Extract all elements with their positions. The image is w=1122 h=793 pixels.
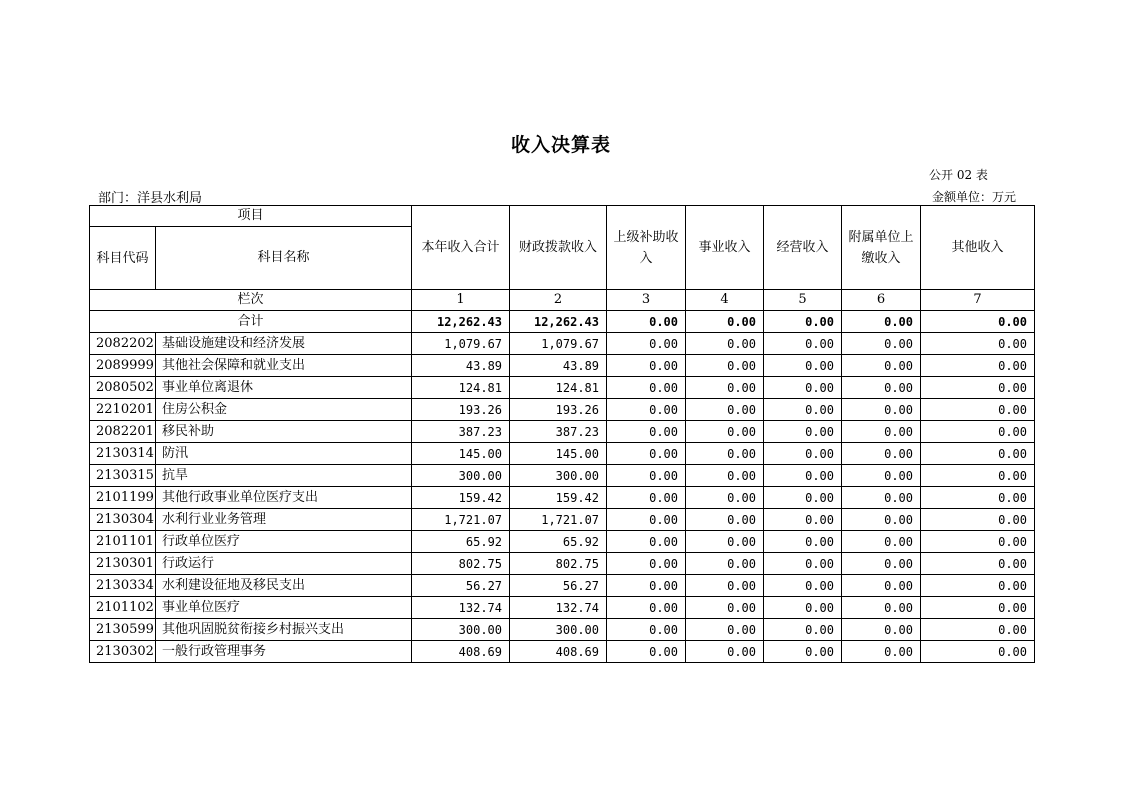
amount-cell: 0.00 [921, 399, 1035, 421]
amount-cell: 132.74 [412, 597, 510, 619]
table-row [90, 465, 1035, 487]
subject-name: 基础设施建设和经济发展 [156, 333, 412, 355]
amount-cell: 0.00 [921, 641, 1035, 663]
column-number: 1 [412, 290, 510, 311]
amount-cell: 0.00 [607, 399, 686, 421]
amount-cell: 408.69 [412, 641, 510, 663]
column-number: 2 [510, 290, 607, 311]
amount-cell: 0.00 [842, 465, 921, 487]
amount-cell: 159.42 [412, 487, 510, 509]
amount-cell: 0.00 [842, 487, 921, 509]
table-row [90, 421, 1035, 443]
subject-code: 2080502 [90, 377, 156, 399]
amount-cell: 0.00 [842, 531, 921, 553]
total-value: 12,262.43 [412, 311, 510, 333]
table-row [90, 575, 1035, 597]
amount-cell: 300.00 [412, 465, 510, 487]
amount-cell: 0.00 [842, 553, 921, 575]
subject-name: 行政单位医疗 [156, 531, 412, 553]
amount-cell: 0.00 [842, 597, 921, 619]
amount-cell: 802.75 [412, 553, 510, 575]
amount-cell: 1,079.67 [412, 333, 510, 355]
amount-cell: 0.00 [764, 619, 842, 641]
amount-cell: 0.00 [921, 377, 1035, 399]
amount-cell: 0.00 [921, 421, 1035, 443]
subject-code: 2130334 [90, 575, 156, 597]
amount-cell: 1,721.07 [510, 509, 607, 531]
amount-cell: 0.00 [921, 509, 1035, 531]
header-row-1 [90, 206, 1035, 227]
amount-cell: 0.00 [921, 355, 1035, 377]
amount-unit-label: 金额单位：万元 [932, 190, 1017, 204]
column-number: 7 [921, 290, 1035, 311]
amount-cell: 132.74 [510, 597, 607, 619]
amount-cell: 0.00 [764, 465, 842, 487]
subject-code: 2101102 [90, 597, 156, 619]
amount-cell: 43.89 [412, 355, 510, 377]
amount-cell: 0.00 [764, 421, 842, 443]
subject-code: 2101101 [90, 531, 156, 553]
header-fiscal-allocation: 财政拨款收入 [510, 206, 607, 290]
column-number: 5 [764, 290, 842, 311]
amount-cell: 0.00 [842, 399, 921, 421]
subject-name: 其他行政事业单位医疗支出 [156, 487, 412, 509]
subject-name: 行政运行 [156, 553, 412, 575]
page-title: 收入决算表 [510, 134, 611, 156]
subject-name: 事业单位离退休 [156, 377, 412, 399]
amount-cell: 0.00 [764, 355, 842, 377]
subject-name: 防汛 [156, 443, 412, 465]
amount-cell: 159.42 [510, 487, 607, 509]
amount-cell: 802.75 [510, 553, 607, 575]
amount-cell: 0.00 [686, 597, 764, 619]
amount-cell: 0.00 [607, 355, 686, 377]
amount-cell: 0.00 [607, 575, 686, 597]
table-row [90, 377, 1035, 399]
total-value: 0.00 [607, 311, 686, 333]
amount-cell: 0.00 [686, 333, 764, 355]
amount-cell: 0.00 [607, 421, 686, 443]
amount-cell: 0.00 [607, 619, 686, 641]
amount-cell: 0.00 [842, 619, 921, 641]
table-row [90, 619, 1035, 641]
subject-name: 一般行政管理事务 [156, 641, 412, 663]
amount-cell: 0.00 [686, 553, 764, 575]
amount-cell: 0.00 [921, 553, 1035, 575]
table-row [90, 333, 1035, 355]
table-row [90, 443, 1035, 465]
amount-cell: 0.00 [607, 377, 686, 399]
amount-cell: 0.00 [764, 333, 842, 355]
amount-cell: 56.27 [510, 575, 607, 597]
amount-cell: 387.23 [510, 421, 607, 443]
amount-cell: 65.92 [412, 531, 510, 553]
department-label: 部门：洋县水利局 [98, 191, 203, 206]
amount-cell: 0.00 [686, 575, 764, 597]
amount-cell: 300.00 [510, 465, 607, 487]
amount-cell: 0.00 [607, 641, 686, 663]
subject-name: 事业单位医疗 [156, 597, 412, 619]
total-value: 0.00 [686, 311, 764, 333]
amount-cell: 193.26 [412, 399, 510, 421]
amount-cell: 0.00 [921, 333, 1035, 355]
amount-cell: 0.00 [764, 553, 842, 575]
amount-cell: 0.00 [686, 487, 764, 509]
amount-cell: 0.00 [921, 575, 1035, 597]
total-value: 0.00 [842, 311, 921, 333]
subject-name: 水利行业业务管理 [156, 509, 412, 531]
amount-cell: 0.00 [764, 641, 842, 663]
amount-cell: 0.00 [921, 531, 1035, 553]
subject-code: 2130301 [90, 553, 156, 575]
amount-cell: 0.00 [842, 377, 921, 399]
subject-name: 水利建设征地及移民支出 [156, 575, 412, 597]
header-other-income: 其他收入 [921, 206, 1035, 290]
table-row [90, 355, 1035, 377]
amount-cell: 1,721.07 [412, 509, 510, 531]
column-number: 6 [842, 290, 921, 311]
amount-cell: 0.00 [764, 443, 842, 465]
subject-code: 2130304 [90, 509, 156, 531]
amount-cell: 0.00 [764, 509, 842, 531]
table-row [90, 597, 1035, 619]
amount-cell: 0.00 [764, 377, 842, 399]
table-row [90, 487, 1035, 509]
amount-cell: 0.00 [764, 575, 842, 597]
amount-cell: 193.26 [510, 399, 607, 421]
amount-cell: 0.00 [607, 487, 686, 509]
subject-code: 2210201 [90, 399, 156, 421]
amount-cell: 0.00 [764, 487, 842, 509]
amount-cell: 300.00 [412, 619, 510, 641]
header-superior-subsidy: 上级补助收入 [607, 206, 686, 290]
amount-cell: 124.81 [510, 377, 607, 399]
table-row [90, 399, 1035, 421]
total-value: 0.00 [921, 311, 1035, 333]
total-row [90, 311, 1035, 333]
amount-cell: 0.00 [842, 641, 921, 663]
amount-cell: 0.00 [842, 355, 921, 377]
column-number: 4 [686, 290, 764, 311]
amount-cell: 0.00 [607, 531, 686, 553]
amount-cell: 0.00 [607, 509, 686, 531]
header-total-income: 本年收入合计 [412, 206, 510, 290]
table-row [90, 531, 1035, 553]
subject-name: 其他社会保障和就业支出 [156, 355, 412, 377]
amount-cell: 0.00 [686, 443, 764, 465]
header-affiliated-remittance: 附属单位上缴收入 [842, 206, 921, 290]
amount-cell: 0.00 [921, 443, 1035, 465]
subject-code: 2082202 [90, 333, 156, 355]
amount-cell: 0.00 [607, 443, 686, 465]
column-number-label: 栏次 [90, 290, 412, 311]
amount-cell: 0.00 [764, 399, 842, 421]
amount-cell: 0.00 [686, 619, 764, 641]
amount-cell: 0.00 [686, 399, 764, 421]
subject-code: 2089999 [90, 355, 156, 377]
header-subject-code: 科目代码 [90, 227, 156, 290]
column-number: 3 [607, 290, 686, 311]
subject-name: 抗旱 [156, 465, 412, 487]
amount-cell: 65.92 [510, 531, 607, 553]
amount-cell: 0.00 [921, 619, 1035, 641]
subject-code: 2130315 [90, 465, 156, 487]
amount-cell: 408.69 [510, 641, 607, 663]
total-value: 0.00 [764, 311, 842, 333]
subject-code: 2101199 [90, 487, 156, 509]
amount-cell: 387.23 [412, 421, 510, 443]
table-row [90, 553, 1035, 575]
amount-cell: 0.00 [842, 333, 921, 355]
amount-cell: 0.00 [607, 465, 686, 487]
income-table [89, 205, 1035, 663]
amount-cell: 0.00 [921, 487, 1035, 509]
amount-cell: 0.00 [607, 333, 686, 355]
amount-cell: 0.00 [842, 443, 921, 465]
amount-cell: 0.00 [764, 597, 842, 619]
amount-cell: 300.00 [510, 619, 607, 641]
amount-cell: 0.00 [686, 509, 764, 531]
amount-cell: 0.00 [686, 641, 764, 663]
amount-cell: 0.00 [686, 465, 764, 487]
header-business-income: 事业收入 [686, 206, 764, 290]
amount-cell: 0.00 [686, 377, 764, 399]
amount-cell: 56.27 [412, 575, 510, 597]
form-number: 公开 02 表 [929, 168, 988, 182]
amount-cell: 0.00 [842, 509, 921, 531]
table-row [90, 641, 1035, 663]
header-subject-name: 科目名称 [156, 227, 412, 290]
header-item: 项目 [90, 206, 412, 227]
subject-code: 2130599 [90, 619, 156, 641]
table-row [90, 509, 1035, 531]
subject-code: 2130314 [90, 443, 156, 465]
subject-name: 住房公积金 [156, 399, 412, 421]
amount-cell: 1,079.67 [510, 333, 607, 355]
amount-cell: 0.00 [921, 597, 1035, 619]
total-value: 12,262.43 [510, 311, 607, 333]
subject-code: 2082201 [90, 421, 156, 443]
amount-cell: 0.00 [842, 421, 921, 443]
amount-cell: 124.81 [412, 377, 510, 399]
amount-cell: 0.00 [842, 575, 921, 597]
amount-cell: 0.00 [607, 597, 686, 619]
amount-cell: 0.00 [607, 553, 686, 575]
amount-cell: 43.89 [510, 355, 607, 377]
total-label: 合计 [90, 311, 412, 333]
amount-cell: 0.00 [764, 531, 842, 553]
amount-cell: 0.00 [686, 355, 764, 377]
subject-name: 其他巩固脱贫衔接乡村振兴支出 [156, 619, 412, 641]
subject-name: 移民补助 [156, 421, 412, 443]
amount-cell: 0.00 [686, 531, 764, 553]
subject-code: 2130302 [90, 641, 156, 663]
header-operating-income: 经营收入 [764, 206, 842, 290]
amount-cell: 145.00 [510, 443, 607, 465]
amount-cell: 145.00 [412, 443, 510, 465]
amount-cell: 0.00 [686, 421, 764, 443]
amount-cell: 0.00 [921, 465, 1035, 487]
column-number-row [90, 290, 1035, 311]
